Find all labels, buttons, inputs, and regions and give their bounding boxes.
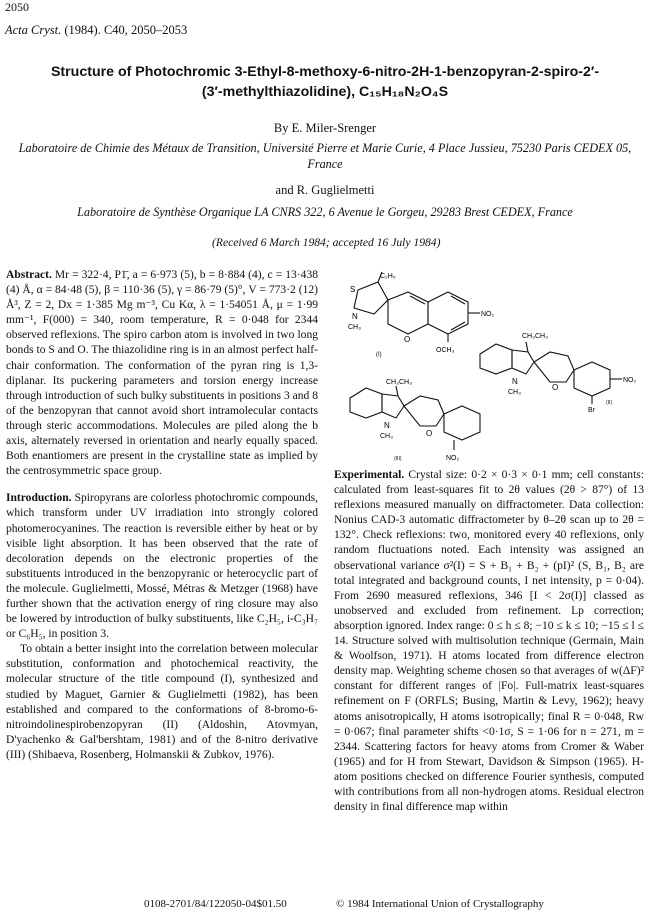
received-dates: (Received 6 March 1984; accepted 16 July 1984) [212,236,441,249]
experimental-heading: Experimental. [334,469,405,481]
structure-1-methyl-label: CH₃ [348,324,361,331]
author-2-name: R. Guglielmetti [296,183,375,197]
structure-3-methyls-label: CH₃CH₃ [386,379,412,386]
author-1 [0,121,650,136]
left-column [6,268,318,763]
structure-1-label: (I) [376,352,382,358]
structure-2-oxygen-label: O [552,383,559,392]
footer-copyright: © 1984 International Union of Crystallography [336,898,544,910]
structure-2-nitro-label: NO₂ [623,377,637,384]
structure-2-methyl-label: CH₃ [508,389,521,396]
page-number: 2050 [5,0,29,14]
structure-3-bonds [350,386,480,450]
introduction-paragraph-2: To obtain a better insight into the correlation between molecular substitution, conformation and photochemical reactivity, the molecular structure of the title compound (I), synthesized and studied by Maguet, Garnier & Guglielmetti (1982), has been established and compared to the conformations of 8-bromo-6-nitroindolinespirobenzopyran (II) (Aldoshin, Atovmyan, D'yachenko & Gal'bershtam, 1981) and of the 8-nitro derivative (III) (Shibaeva, Rosenberg, Holmanskii & Zubkov, 1976). [6,643,318,761]
structure-3-nitrogen-label: N [384,421,390,430]
title-line-1: Structure of Photochromic 3-Ethyl-8-methoxy-6-nitro-2H-1-benzopyran-2-spiro-2′- [50,64,600,80]
structure-1-sulfur-label: S [350,285,356,294]
structure-3-methyl-label: CH₃ [380,433,393,440]
author-1-affiliation: Laboratoire de Chimie des Métaux de Transition, Université Pierre et Marie Curie, 4 Place Jussieu, 75230 Paris CEDEX 05, France [18,141,632,171]
structure-1-nitro-label: NO₂ [481,311,495,318]
structure-2-bonds [480,342,622,404]
structure-1-oxygen-label: O [404,335,411,344]
structure-2-bromo-label: Br [588,407,595,414]
structure-2-nitrogen-label: N [512,377,518,386]
right-column [334,468,644,815]
abstract-text: Mr = 322·4, P1̄, a = 6·973 (5), b = 8·884 (4), c = 13·438 (4) Å, α = 84·48 (5), β = 110·36 (5), γ = 86·79 (5)°, V = 773·2 (12) Å³, Z = 2, Dx = 1·385 Mg m⁻³, Cu Kα, λ = 1·54051 Å, μ = 1·99 mm⁻¹, F(000) = 340, room temperature, R = 0·048 for 2344 observed reflexions. The spiro carbon atom is involved in two long bonds to S and O. The thiazolidine ring is in an almost perfect half-chair conformation. The conformation of the pyran ring is 1,3-diplanar. Its puckering parameters and torsion energy increase through introduction of such bulky substituents in positions 3 and 8 of the benzopyran that cannot avoid short intramolecular contacts through steric accommodations. Molecules are piled along the b axis, alternately reversed in orientation and nearly equally spaced. Both enantiomers are present in the crystalline state as implied by the centrosymmetric space group. [6,269,318,478]
structures-figure [330,266,645,466]
introduction-text: Spiropyrans are colorless photochromic compounds, which transform under UV irradiation into strongly colored photomerocyanines. The reaction is reversible either by heat or by visible light absorption. It has been observed that the rate of decoloration depends on the electronic properties of the substituents introduced in the benzopyranic or heterocyclic part of the molecule. Guglielmetti, Mossé, Métras & Metzger (1968) have further shown that the activation energy of ring closure may also be lowered by introduction of bulky substituents, like C₂H₅, i-C₃H₇ or C₆H₅, in position 3. [6,492,318,641]
journal-name: Acta Cryst. [5,23,62,37]
author-1-name: E. Miler-Srenger [291,121,377,135]
structure-1-nitrogen-label: N [352,312,358,321]
structure-1-ethyl-label: C₂H₅ [380,273,396,280]
structure-3-label: (III) [394,456,402,462]
experimental-paragraph [334,468,644,815]
abstract-paragraph [6,268,318,479]
structure-2-methyls-label: CH₃CH₃ [522,333,548,340]
experimental-text: Crystal size: 0·2 × 0·3 × 0·1 mm; cell constants: calculated from least-squares fit to 2θ values (2θ > 87°) of 13 reflexions measured manually on diffractometer. Data collection: Nonius CAD-3 automatic diffractometer by θ–2θ scan up to 2θ = 132°. Check reflexions: two, monitored every 40 reflexions, only random fluctuations noted. Each intensity was assigned an observational variance σ²(I) = S + B₁ + B₂ + (pI)² (S, B₁, B₂ are total integrated and background counts, I net intensity, p = 0·04). From 2690 measured reflexions, 346 [I < 2σ(I)] classed as unobserved and excluded from refinement. Lp correction; absorption ignored. Index range: 0 ≤ h ≤ 8; −10 ≤ k ≤ 10; −15 ≤ l ≤ 14. Structure solved with multisolution technique (Germain, Main & Woolfson, 1971). H atoms located from difference electron density map. Weighting scheme chosen so that averages of w(ΔF)² constant for different ranges of |Fo|. Full-matrix least-squares refinement on F (ORFLS; Busing, Martin & Levy, 1962); heavy atoms anisotropically, H atoms isotropically; final R = 0·048, Rw = 0·067; final parameter shifts <0·1σ, S = 1·06 for n = 271, m = 2344. Scattering factors for heavy atoms from Cromer & Waber (1965) and for H from Stewart, Davidson & Simpson (1965). H-atom positions checked on difference Fourier synthesis, computed with contributions from all non-hydrogen atoms. Residual electron density in final difference map within [334,469,644,814]
abstract-heading: Abstract. [6,269,52,281]
title-line-2: (3′-methylthiazolidine), C₁₅H₁₈N₂O₄S [201,84,449,100]
introduction-heading: Introduction. [6,492,72,505]
footer-code: 0108-2701/84/122050-04$01.50 [144,898,287,910]
paper-title [10,62,640,102]
author-1-prefix: By [273,121,292,135]
structure-1-bonds [354,272,480,342]
structure-2-label: (II) [606,400,613,406]
journal-citation [5,23,187,38]
author-2-affiliation: Laboratoire de Synthèse Organique LA CNRS 322, 6 Avenue le Gorgeu, 29283 Brest CEDEX, France [77,205,573,219]
author-2 [0,183,650,198]
structure-3-oxygen-label: O [426,429,433,438]
author-2-prefix: and [275,183,297,197]
journal-details: (1984). C40, 2050–2053 [61,23,188,37]
introduction-paragraph [6,491,318,642]
structure-1-methoxy-label: OCH₃ [436,347,455,354]
structure-3-nitro-label: NO₂ [446,455,460,462]
